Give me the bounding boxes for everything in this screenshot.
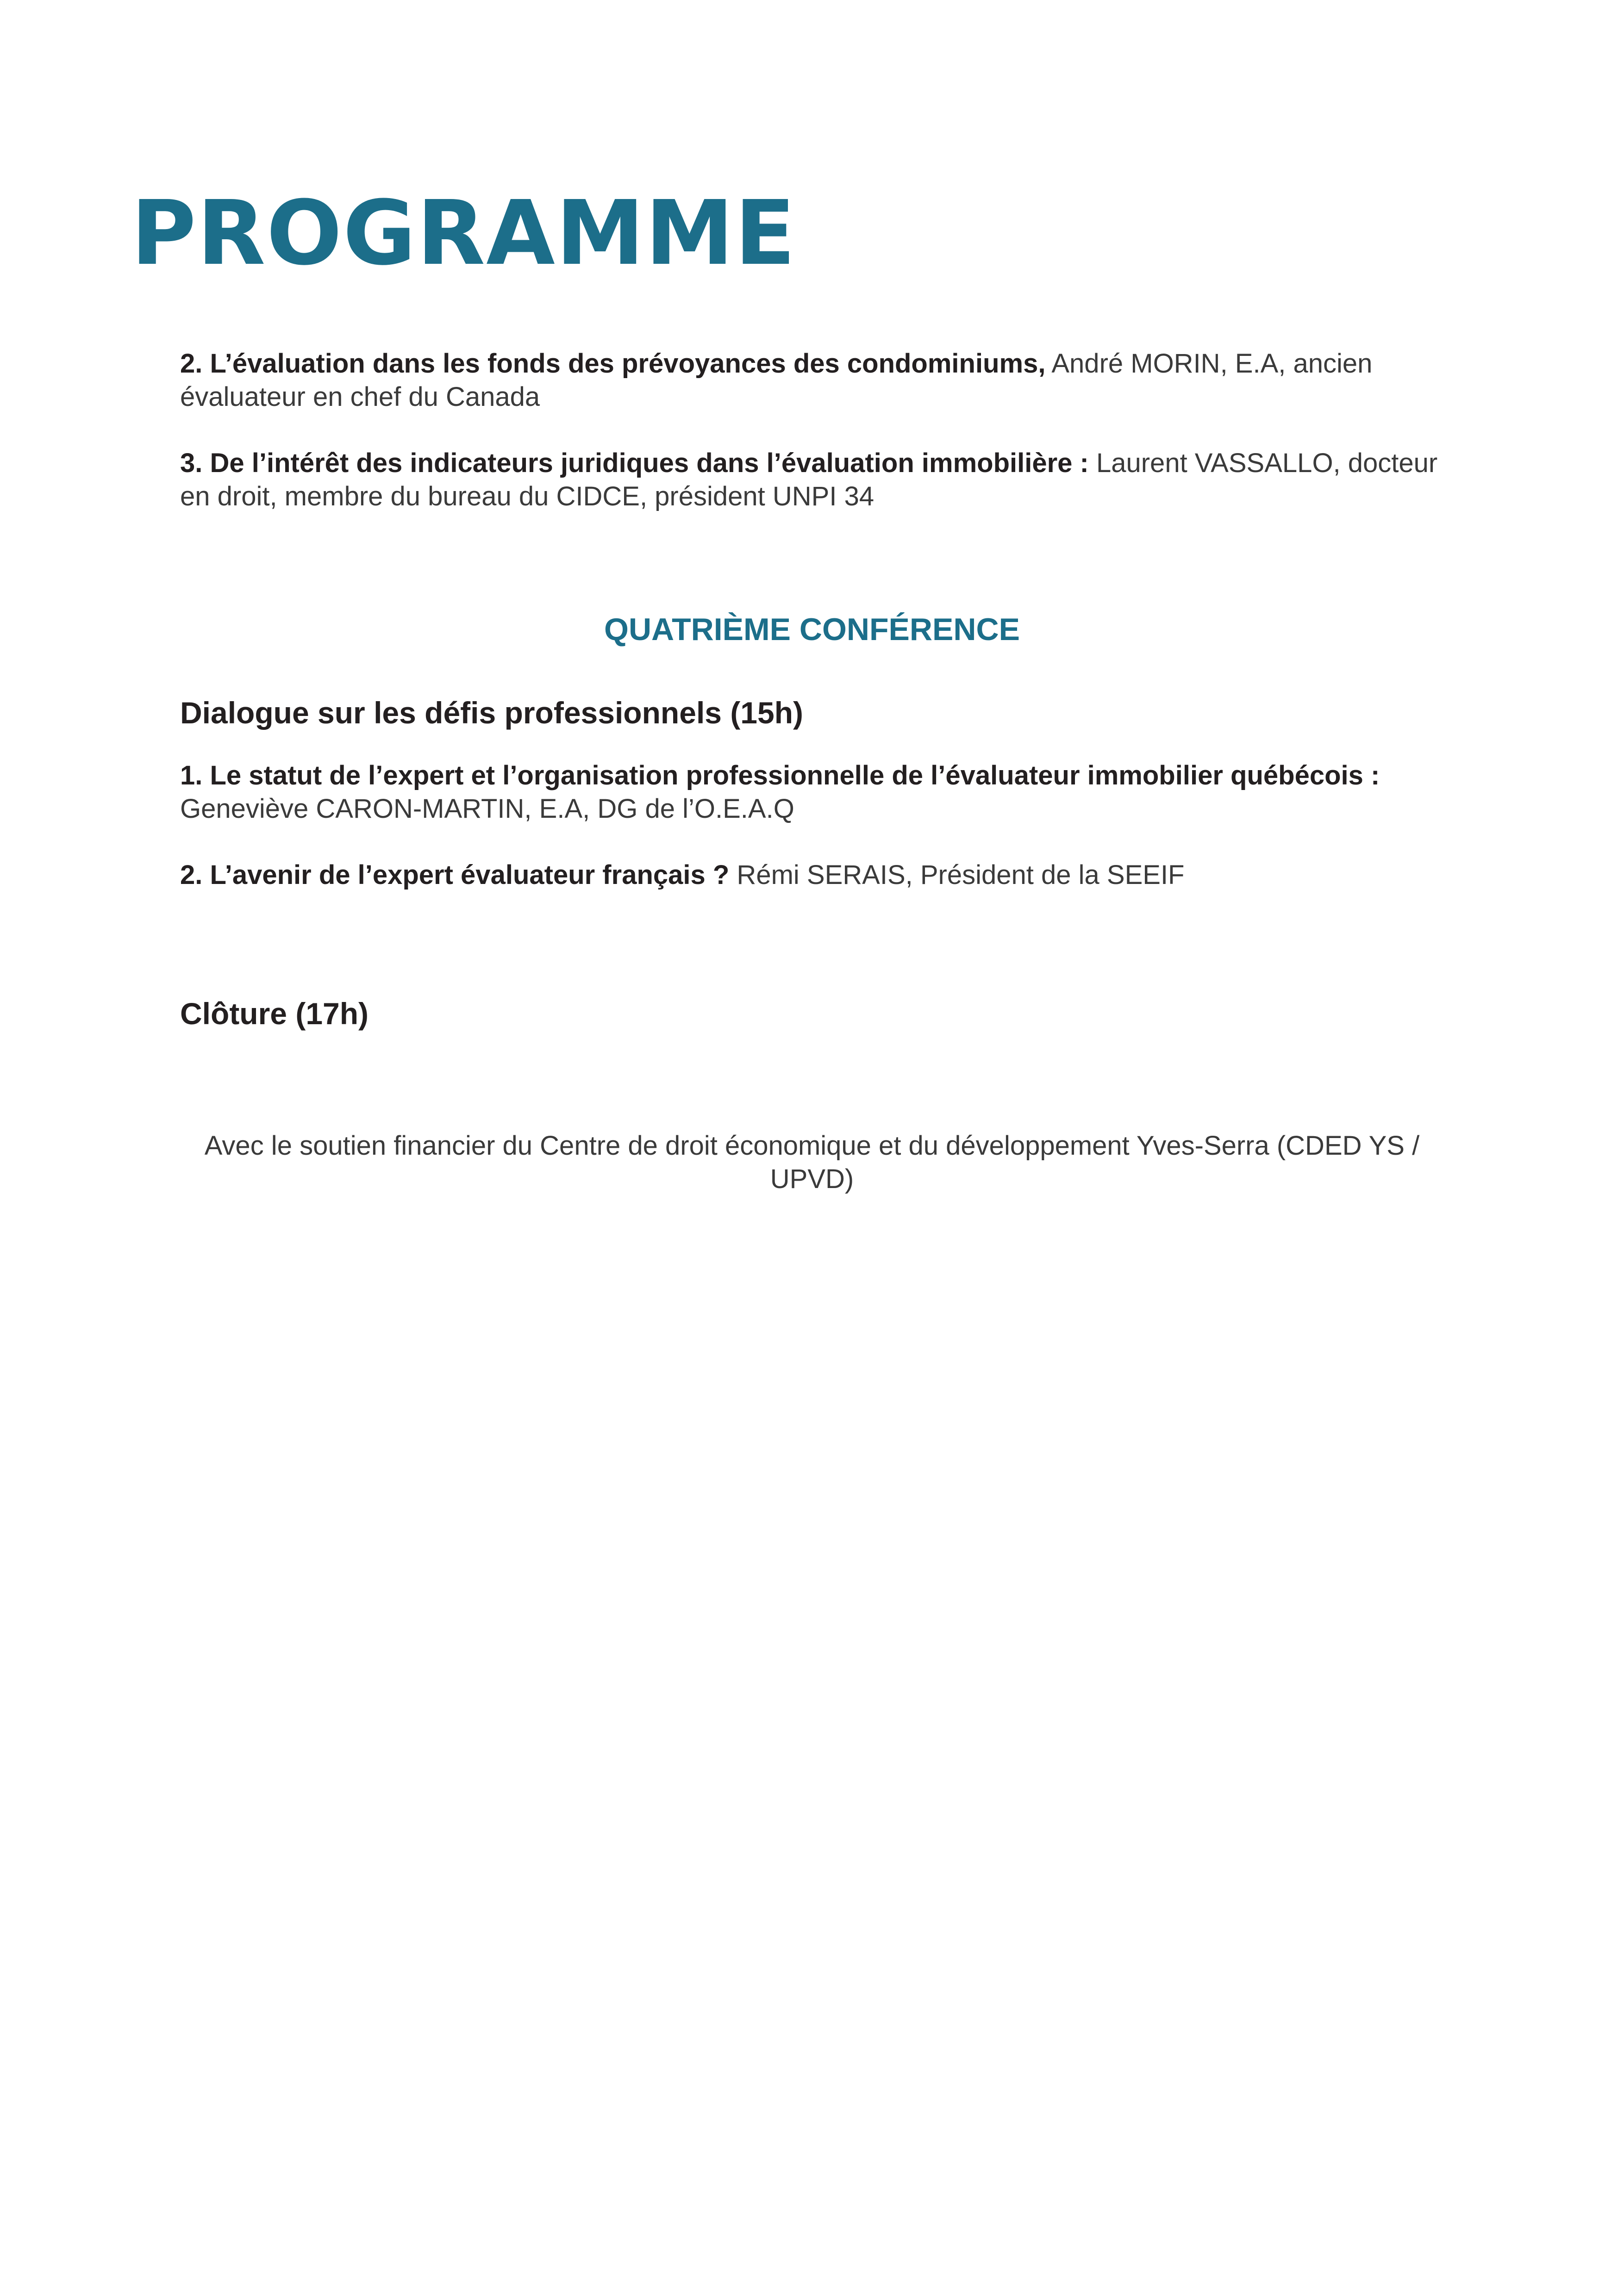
program-item-speaker: Geneviève CARON-MARTIN, E.A, DG de l’O.E.A.Q bbox=[180, 794, 794, 824]
program-item-statut-expert bbox=[180, 759, 1458, 826]
section-heading: QUATRIÈME CONFÉRENCE bbox=[604, 612, 1020, 647]
program-item-speaker: Rémi SERAIS, Président de la SEEIF bbox=[729, 860, 1185, 890]
funding-note: Avec le soutien financier du Centre de droit économique et du développement Yves-Serra (CDED YS / UPVD) bbox=[204, 1131, 1420, 1194]
program-item-avenir-expert bbox=[180, 859, 1458, 892]
program-item-title: 2. L’évaluation dans les fonds des prévoyances des condominiums, bbox=[180, 348, 1046, 379]
program-item-title: 3. De l’intérêt des indicateurs juridiques dans l’évaluation immobilière : bbox=[180, 448, 1089, 478]
page-title: PROGRAMME bbox=[131, 182, 797, 285]
program-item-title: 1. Le statut de l’expert et l’organisation professionnelle de l’évaluateur immobilier québécois : bbox=[180, 760, 1380, 790]
program-item-title: 2. L’avenir de l’expert évaluateur français ? bbox=[180, 860, 730, 890]
program-item-indicateurs-juridiques bbox=[180, 447, 1458, 513]
section-subheading: Dialogue sur les défis professionnels (15h) bbox=[180, 696, 804, 730]
program-item-evaluation-fonds bbox=[180, 347, 1458, 414]
program-item-speaker: André MORIN, E.A, ancien évaluateur en chef du Canada bbox=[180, 348, 1373, 412]
program-item-speaker: Laurent VASSALLO, docteur en droit, membre du bureau du CIDCE, président UNPI 34 bbox=[180, 448, 1438, 511]
closing-heading: Clôture (17h) bbox=[180, 996, 369, 1031]
